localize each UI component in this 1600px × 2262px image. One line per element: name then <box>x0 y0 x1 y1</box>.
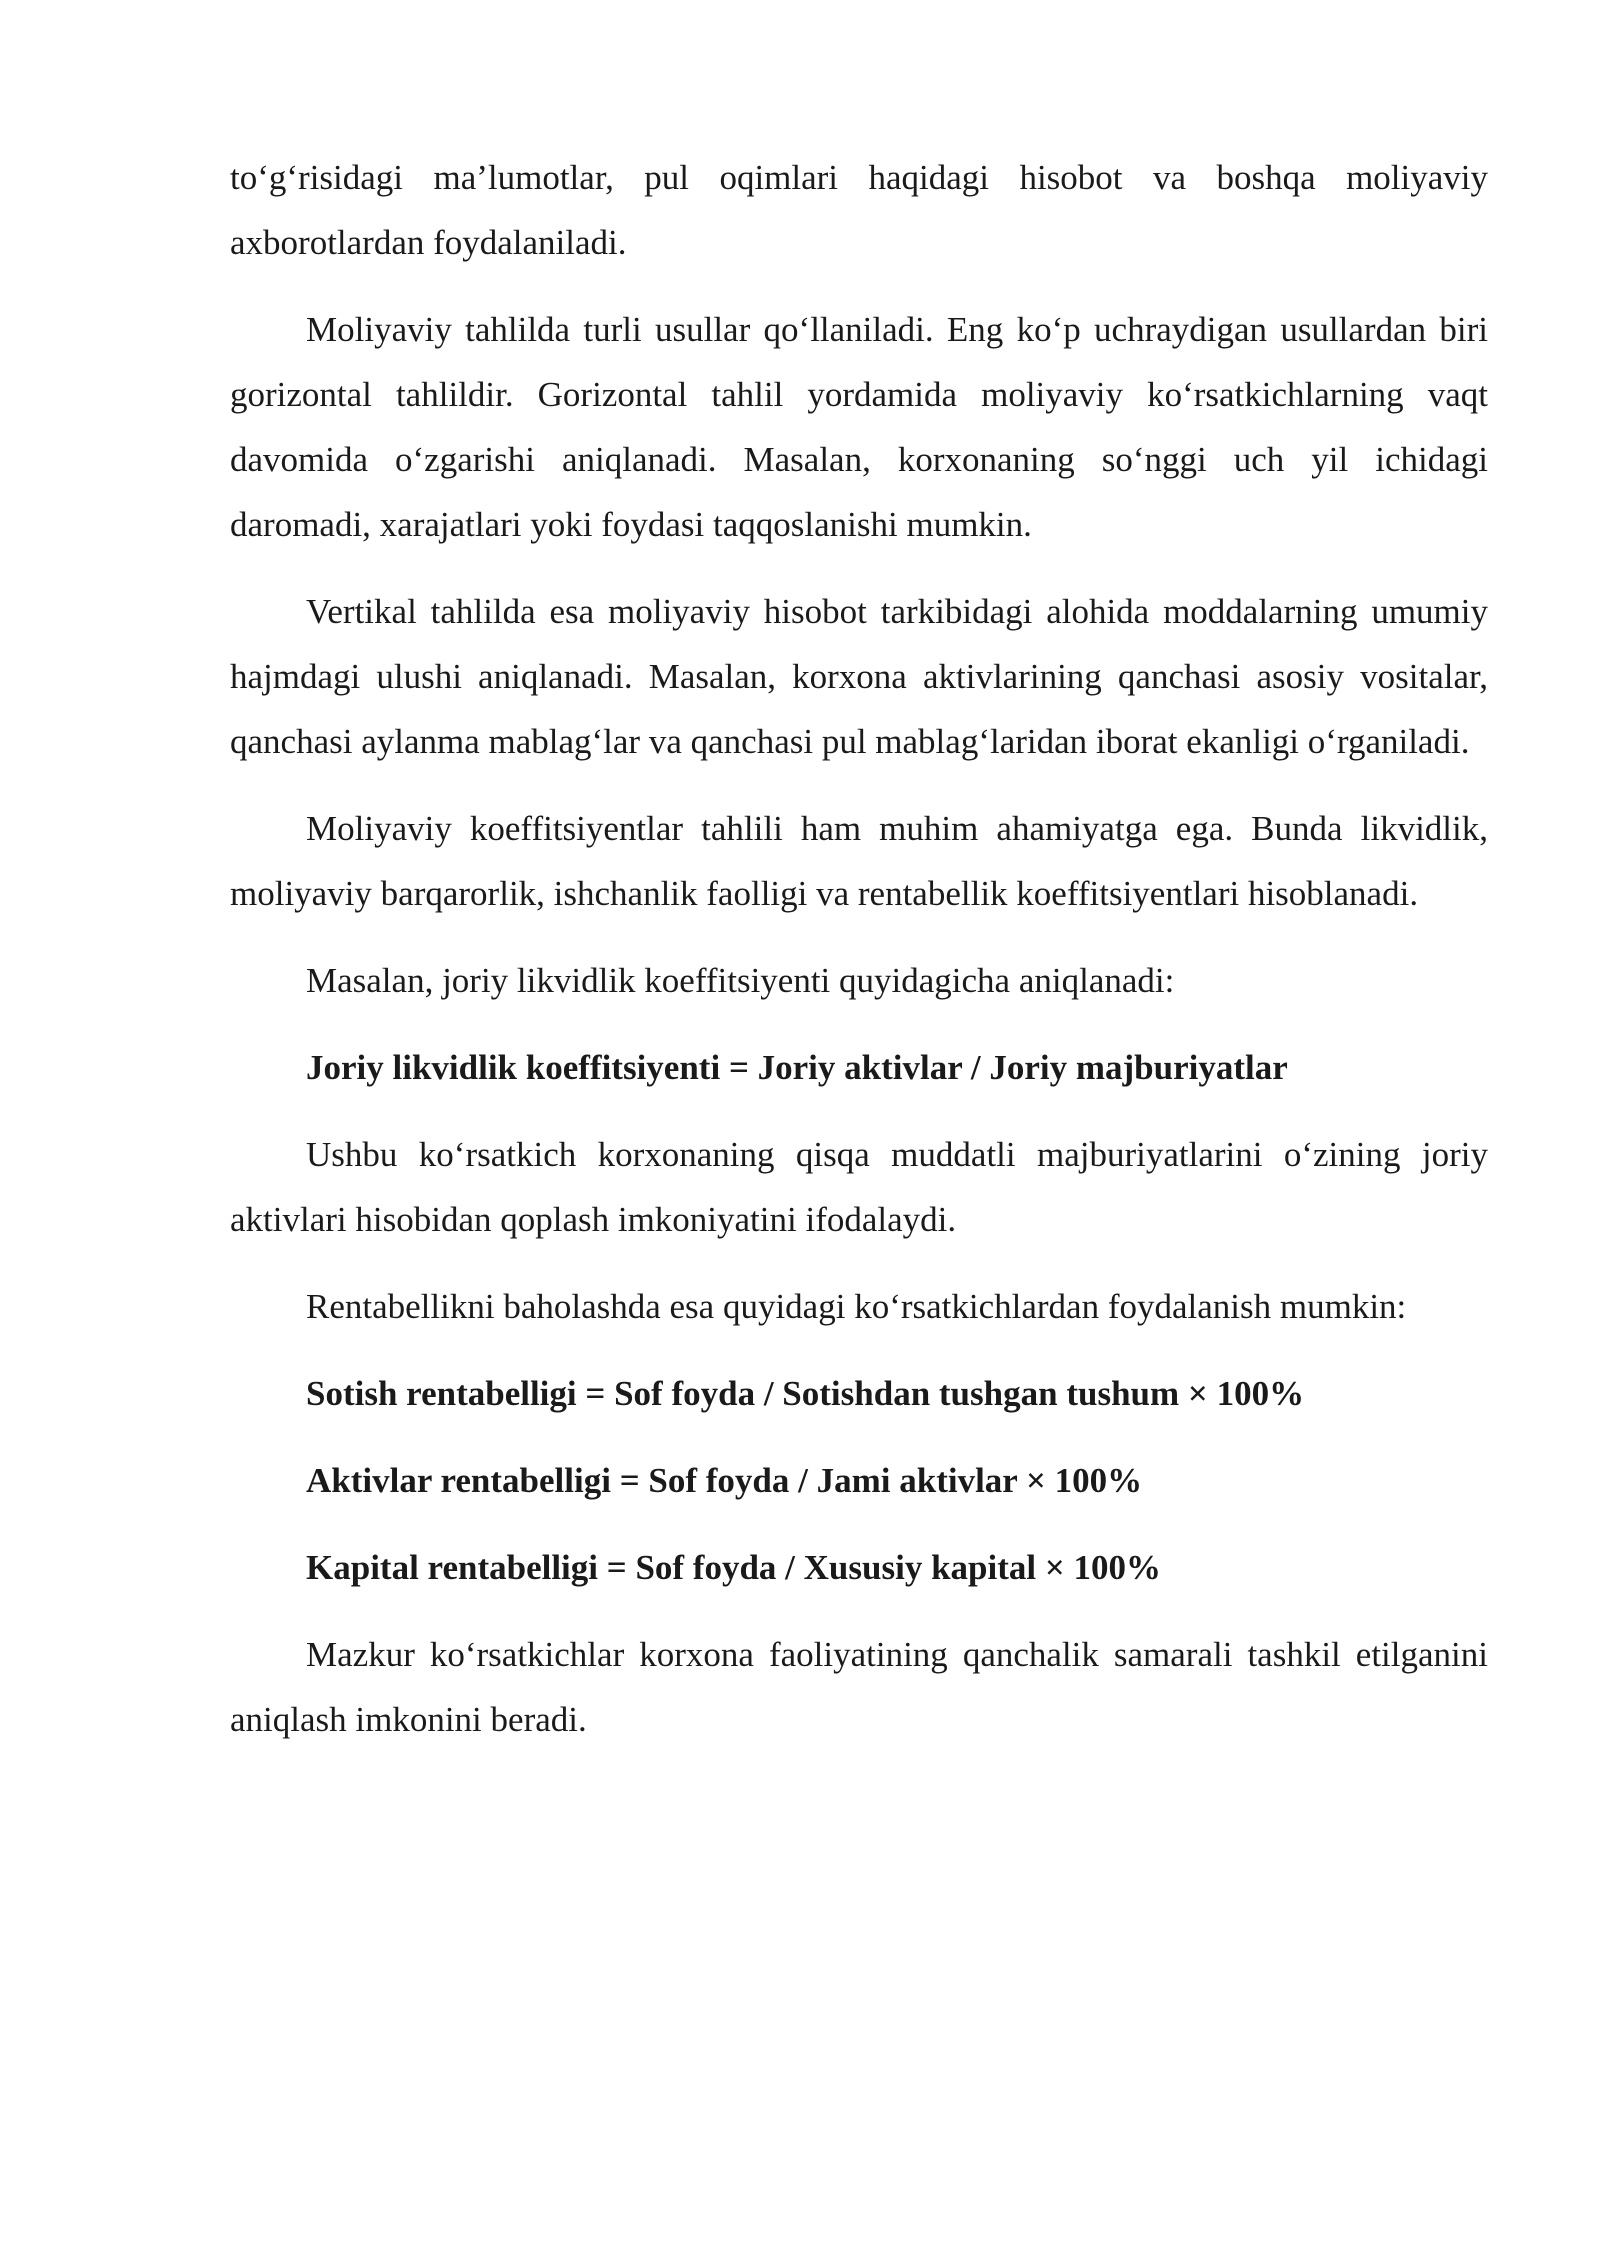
document-body <box>230 145 1488 1774</box>
paragraph-ratio-analysis: Moliyaviy koeffitsiyentlar tahlili ham muhim ahamiyatga ega. Bunda likvidlik, moliyaviy barqarorlik, ishchanlik faolligi va rentabellik koeffitsiyentlari hisoblanadi. <box>230 809 1488 913</box>
paragraph-horizontal-analysis: Moliyaviy tahlilda turli usullar qo‘llaniladi. Eng ko‘p uchraydigan usullardan biri gorizontal tahlildir. Gorizontal tahlil yordamida moliyaviy ko‘rsatkichlarning vaqt davomida o‘zgarishi aniqlanadi. Masalan, korxonaning so‘nggi uch yil ichidagi daromadi, xarajatlari yoki foydasi taqqoslanishi mumkin. <box>230 310 1488 544</box>
formula-asset-profitability: Aktivlar rentabelligi = Sof foyda / Jami aktivlar × 100% <box>306 1461 1143 1500</box>
paragraph-vertical-analysis: Vertikal tahlilda esa moliyaviy hisobot tarkibidagi alohida moddalarning umumiy hajmdagi ulushi aniqlanadi. Masalan, korxona aktivlarining qanchasi asosiy vositalar, qanchasi aylanma mablag‘lar va qanchasi pul mablag‘laridan iborat ekanligi o‘rganiladi. <box>230 592 1488 761</box>
paragraph-profitability-intro: Rentabellikni baholashda esa quyidagi ko‘rsatkichlardan foydalanish mumkin: <box>306 1287 1407 1326</box>
paragraph-liquidity-intro: Masalan, joriy likvidlik koeffitsiyenti quyidagicha aniqlanadi: <box>306 961 1175 1000</box>
paragraph-liquidity-explanation: Ushbu ko‘rsatkich korxonaning qisqa muddatli majburiyatlarini o‘zining joriy aktivlari hisobidan qoplash imkoniyatini ifodalaydi. <box>230 1135 1488 1239</box>
paragraph-conclusion: Mazkur ko‘rsatkichlar korxona faoliyatining qanchalik samarali tashkil etilganini aniqlash imkonini beradi. <box>230 1635 1488 1739</box>
paragraph-continued-intro: to‘g‘risidagi ma’lumotlar, pul oqimlari haqidagi hisobot va boshqa moliyaviy axborotlardan foydalaniladi. <box>230 158 1488 262</box>
formula-current-liquidity: Joriy likvidlik koeffitsiyenti = Joriy aktivlar / Joriy majburiyatlar <box>306 1048 1288 1087</box>
formula-sales-profitability: Sotish rentabelligi = Sof foyda / Sotishdan tushgan tushum × 100% <box>306 1374 1305 1413</box>
formula-capital-profitability: Kapital rentabelligi = Sof foyda / Xususiy kapital × 100% <box>306 1548 1162 1587</box>
